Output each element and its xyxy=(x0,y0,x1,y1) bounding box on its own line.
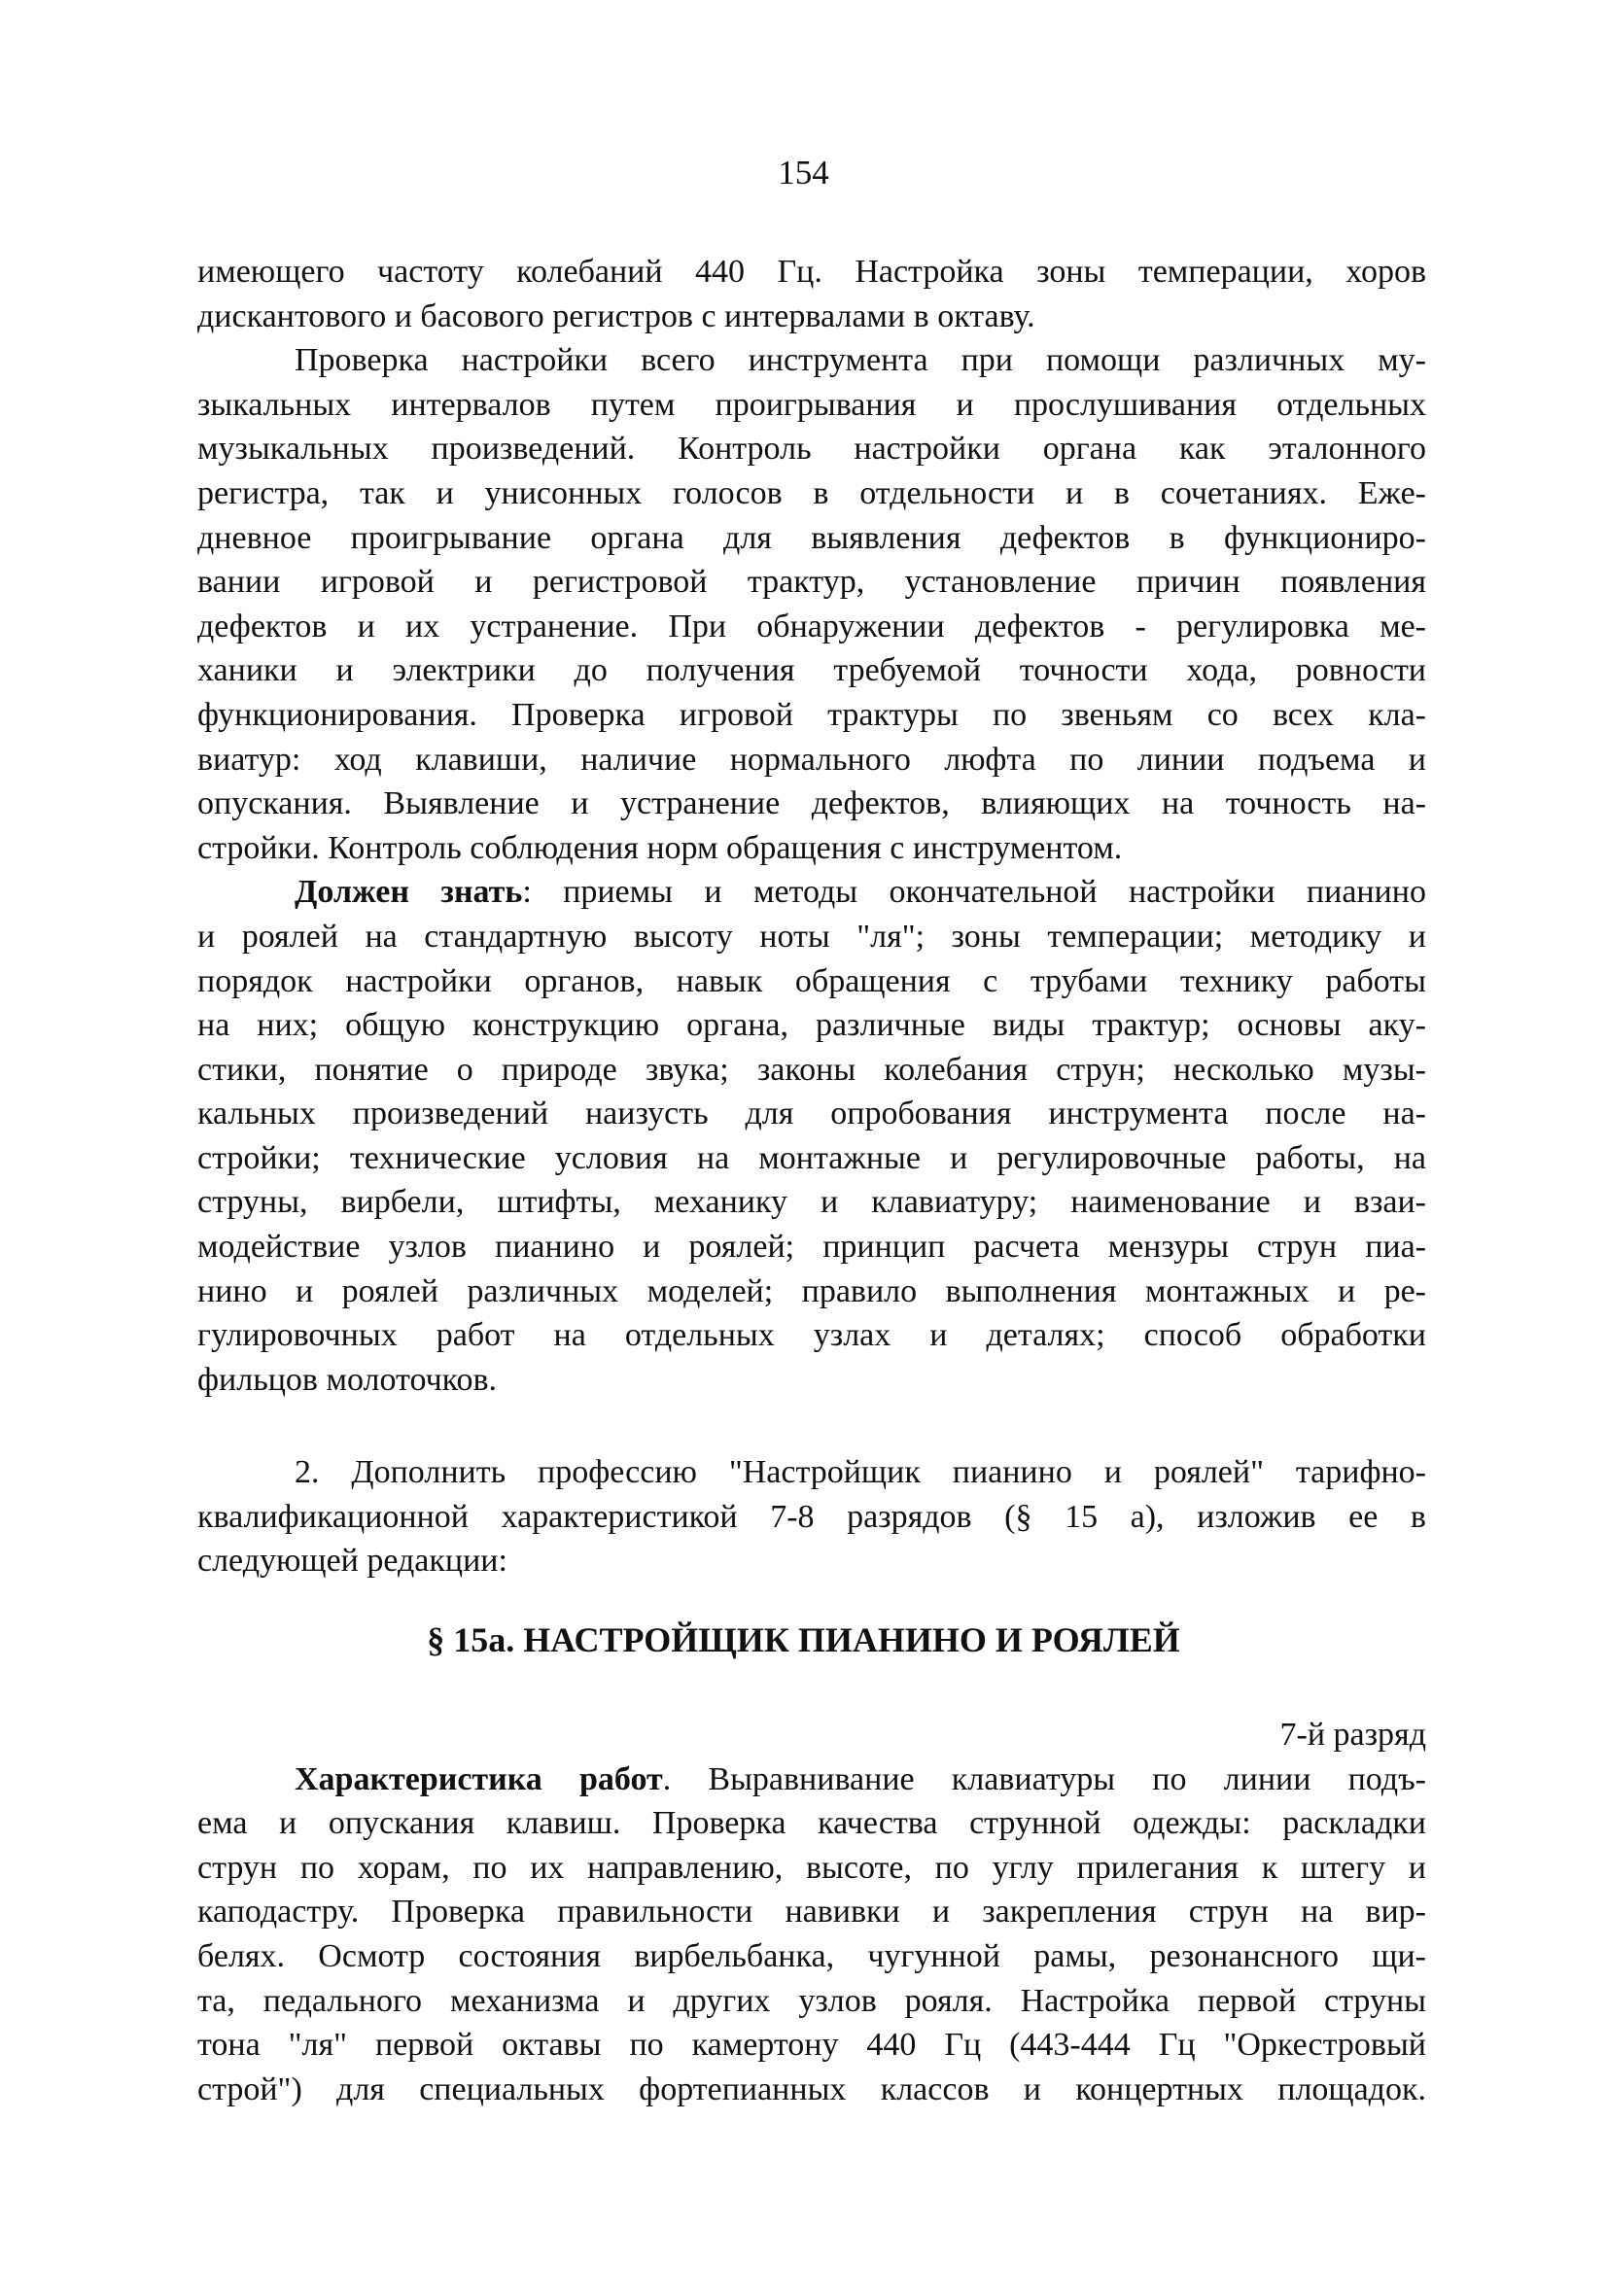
text-line xyxy=(197,383,1426,428)
line-text: белях. Осмотр состояния вирбельбанка, чугунной рамы, резонансного щи- xyxy=(197,1937,1426,1974)
text-line xyxy=(197,1495,1426,1540)
line-text: музыкальных произведений. Контроль настройки органа как эталонного xyxy=(197,431,1426,468)
text-line xyxy=(197,1846,1426,1891)
line-text: 2. Дополнить профессию "Настройщик пианино и роялей" тарифно- xyxy=(295,1454,1426,1490)
text-line xyxy=(197,1136,1426,1181)
line-text: струн по хорам, по их направлению, высоте, по углу прилегания к штегу и xyxy=(197,1849,1426,1886)
text-line xyxy=(197,915,1426,959)
section-heading: § 15а. НАСТРОЙЩИК ПИАНИНО И РОЯЛЕЙ xyxy=(427,1620,1180,1659)
bold-lead: Должен знать xyxy=(295,874,523,911)
line-text: опускания. Выявление и устранение дефектов, влияющих на точность на- xyxy=(197,785,1426,822)
bold-lead: Характеристика работ xyxy=(295,1760,663,1797)
text-line xyxy=(197,295,1426,339)
text-line xyxy=(197,1092,1426,1136)
line-text: кальных произведений наизусть для опробования инструмента после на- xyxy=(197,1096,1426,1132)
text-line xyxy=(197,1450,1426,1495)
line-text: строй") для специальных фортепианных классов и концертных площадок. xyxy=(197,2070,1426,2107)
page-number: 154 xyxy=(778,154,829,191)
line-text: виатур: ход клавиши, наличие нормального люфта по линии подъема и xyxy=(197,741,1426,778)
line-text: дефектов и их устранение. При обнаружении дефектов - регулировка ме- xyxy=(197,608,1426,644)
text-line xyxy=(197,826,1426,871)
text-block-grade-7 xyxy=(197,1713,1426,2111)
line-text: порядок настройки органов, навык обращения с трубами технику работы xyxy=(197,962,1426,999)
line-text: гулировочных работ на отдельных узлах и деталях; способ обработки xyxy=(197,1317,1426,1354)
line-text: на них; общую конструкцию органа, различные виды трактур; основы аку- xyxy=(197,1007,1426,1044)
text-line xyxy=(197,250,1426,295)
text-line xyxy=(197,1801,1426,1846)
line-text: и роялей на стандартную высоту ноты "ля"; зоны темперации; методику и xyxy=(197,918,1426,955)
line-text: . Выравнивание клавиатуры по линии подъ- xyxy=(662,1760,1427,1797)
text-line xyxy=(197,1313,1426,1358)
text-line xyxy=(197,648,1426,693)
line-text: ема и опускания клавиш. Проверка качества струнной одежды: раскладки xyxy=(197,1805,1426,1842)
line-text: функционирования. Проверка игровой трактуры по звеньям со всех кла- xyxy=(197,696,1426,733)
text-line xyxy=(197,1180,1426,1225)
line-text: дневное проигрывание органа для выявления дефектов в функциониро- xyxy=(197,519,1426,556)
line-text: модействие узлов пианино и роялей; принцип расчета мензуры струн пиа- xyxy=(197,1229,1426,1266)
text-line xyxy=(197,782,1426,826)
line-text: фильцов молоточков. xyxy=(197,1361,498,1398)
text-line xyxy=(197,2068,1426,2112)
text-line xyxy=(197,1539,1426,1583)
line-text: дискантового и басового регистров с интервалами в октаву. xyxy=(197,297,1035,334)
text-line xyxy=(197,1358,1426,1403)
line-text: имеющего частоту колебаний 440 Гц. Настройка зоны темперации, хоров xyxy=(197,254,1426,290)
text-line xyxy=(197,1225,1426,1270)
line-text: Проверка настройки всего инструмента при помощи различных му- xyxy=(295,342,1426,379)
text-line xyxy=(197,471,1426,516)
line-text: регистра, так и унисонных голосов в отдельности и в сочетаниях. Еже- xyxy=(197,474,1426,511)
text-line xyxy=(197,338,1426,383)
line-text: : приемы и методы окончательной настройки пианино xyxy=(522,874,1426,911)
text-block-top xyxy=(197,250,1426,1402)
line-text: та, педального механизма и других узлов рояля. Настройка первой струны xyxy=(197,1982,1426,2019)
text-line xyxy=(197,870,1426,915)
text-line xyxy=(197,1979,1426,2024)
line-text: зыкальных интервалов путем проигрывания и прослушивания отдельных xyxy=(197,386,1426,423)
line-text: стики, понятие о природе звука; законы колебания струн; несколько музы- xyxy=(197,1051,1426,1088)
text-line xyxy=(197,1890,1426,1934)
grade-label: 7-й разряд xyxy=(1279,1717,1426,1753)
line-text: струны, вирбели, штифты, механику и клавиатуру; наименование и взаи- xyxy=(197,1184,1426,1221)
text-line xyxy=(197,1934,1426,1979)
text-line xyxy=(197,2023,1426,2068)
line-text: стройки. Контроль соблюдения норм обращения с инструментом. xyxy=(197,829,1123,866)
line-text: тона "ля" первой октавы по камертону 440 Гц (443-444 Гц "Оркестровый xyxy=(197,2027,1426,2064)
text-line xyxy=(197,1048,1426,1093)
text-line xyxy=(197,560,1426,605)
text-line xyxy=(197,738,1426,783)
text-line xyxy=(197,605,1426,649)
line-text: стройки; технические условия на монтажные и регулировочные работы, на xyxy=(197,1139,1426,1176)
line-text: ханики и электрики до получения требуемой точности хода, ровности xyxy=(197,652,1426,689)
text-line xyxy=(197,959,1426,1004)
line-text: вании игровой и регистровой трактур, установление причин появления xyxy=(197,564,1426,601)
line-text: следующей редакции: xyxy=(197,1543,507,1580)
text-line xyxy=(197,1270,1426,1314)
line-text: каподастру. Проверка правильности навивки и закрепления струн на вир- xyxy=(197,1894,1426,1931)
line-text: нино и роялей различных моделей; правило выполнения монтажных и ре- xyxy=(197,1272,1426,1309)
text-line xyxy=(197,427,1426,471)
text-line xyxy=(197,1003,1426,1048)
line-text: квалификационной характеристикой 7-8 разрядов (§ 15 а), изложив ее в xyxy=(197,1498,1426,1535)
text-line xyxy=(197,1757,1426,1802)
text-line xyxy=(197,516,1426,561)
text-line xyxy=(197,693,1426,738)
text-block-amendment xyxy=(197,1450,1426,1583)
